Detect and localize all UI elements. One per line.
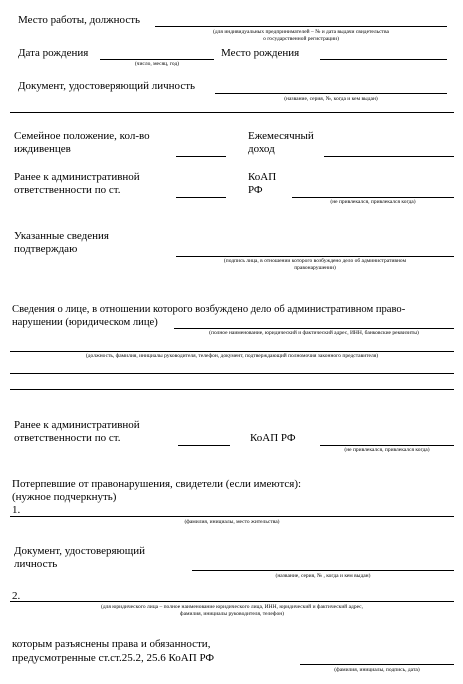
workplace-field[interactable]: [155, 26, 447, 27]
id-document-label: Документ, удостоверяющий личность: [18, 80, 196, 92]
prior2-label-1: Ранее к административной: [14, 419, 140, 431]
koap-label-2: РФ: [248, 184, 263, 196]
legal-hint: (полное наименование, юридический и фактический адрес, ИНН, банковские реквизиты): [209, 330, 419, 336]
confirm-signature-field[interactable]: [176, 256, 454, 257]
victim-2-field[interactable]: [10, 601, 454, 602]
birth-date-hint: (число, месяц, год): [134, 61, 180, 67]
prior-article-field[interactable]: [176, 197, 226, 198]
confirm-hint-2: правонарушении): [294, 265, 336, 271]
birth-date-field[interactable]: [100, 59, 214, 60]
prior2-article-field[interactable]: [178, 445, 230, 446]
rights-label-2: предусмотренные ст.ст.25.2, 25.6 КоАП РФ: [12, 652, 215, 664]
id-document-field-2[interactable]: [10, 112, 454, 113]
prior-when-field[interactable]: [292, 197, 454, 198]
confirm-hint-1: (подпись лица, в отношении которого возбуждено дело об административном: [223, 258, 407, 264]
victim-number-1: 1.: [12, 504, 21, 516]
workplace-label: Место работы, должность: [18, 14, 141, 26]
workplace-hint-1: (для индивидуальных предпринимателей – № и дата выдачи свидетельства: [213, 29, 389, 35]
victims-label-2: (нужное подчеркнуть): [12, 491, 117, 503]
id2-label-1: Документ, удостоверяющий: [14, 545, 146, 557]
id2-label-2: личность: [14, 558, 58, 570]
victim1-hint: (фамилия, инициалы, место жительства): [184, 519, 280, 525]
id2-hint: (название, серия, № , когда и кем выдан): [275, 573, 371, 579]
koap-label-1: КоАП: [248, 171, 277, 183]
prior2-hint: (не привлекался, привлекался когда): [344, 447, 430, 453]
workplace-hint-2: о государственной регистрации): [263, 36, 339, 42]
prior2-when-field[interactable]: [320, 445, 454, 446]
legal-rep-field-2[interactable]: [10, 389, 454, 390]
birth-date-label: Дата рождения: [18, 47, 89, 59]
birth-place-field[interactable]: [320, 59, 447, 60]
victims-label-1: Потерпевшие от правонарушения, свидетели (если имеются):: [12, 478, 302, 490]
family-label-1: Семейное положение, кол-во: [14, 130, 150, 142]
birth-place-label: Место рождения: [221, 47, 300, 59]
confirm-label-1: Указанные сведения: [14, 230, 109, 242]
income-field[interactable]: [324, 156, 454, 157]
legal-rep-field[interactable]: [10, 373, 454, 374]
prior2-label-2: ответственности по ст.: [14, 432, 121, 444]
rights-hint: (фамилия, инициалы, подпись, дата): [334, 667, 420, 673]
legal-title-1: Сведения о лице, в отношении которого возбуждено дело об административном право-: [12, 304, 406, 315]
prior-hint: (не привлекался, привлекался когда): [330, 199, 416, 205]
legal2-hint-1: (для юридического лица – полное наименование юридического лица, ИНН, юридический и фактический адрес,: [101, 604, 363, 610]
victim-number-2: 2.: [12, 590, 21, 602]
confirm-label-2: подтверждаю: [14, 243, 78, 255]
legal-entity-field[interactable]: [174, 328, 454, 329]
rights-signature-field[interactable]: [300, 664, 454, 665]
income-label-1: Ежемесячный: [248, 130, 314, 142]
legal-rep-hint: (должность, фамилия, инициалы руководителя, телефон, документ, подтверждающий полномочия законного представителя): [85, 353, 379, 359]
id2-field[interactable]: [192, 570, 454, 571]
legal-title-2: нарушении (юридическом лице): [12, 317, 158, 328]
prior-label-1: Ранее к административной: [14, 171, 140, 183]
income-label-2: доход: [248, 143, 275, 155]
family-field[interactable]: [176, 156, 226, 157]
id-document-hint: (название, серия, №, когда и кем выдан): [284, 96, 378, 102]
legal-entity-field-2[interactable]: [10, 351, 454, 352]
family-label-2: иждивенцев: [14, 143, 71, 155]
prior-label-2: ответственности по ст.: [14, 184, 121, 196]
id-document-field[interactable]: [215, 93, 447, 94]
koap2-label: КоАП РФ: [250, 432, 296, 444]
victim-1-field[interactable]: [10, 516, 454, 517]
rights-label-1: которым разъяснены права и обязанности,: [12, 638, 211, 650]
legal2-hint-2: фамилия, инициалы руководителя, телефон): [180, 611, 284, 617]
